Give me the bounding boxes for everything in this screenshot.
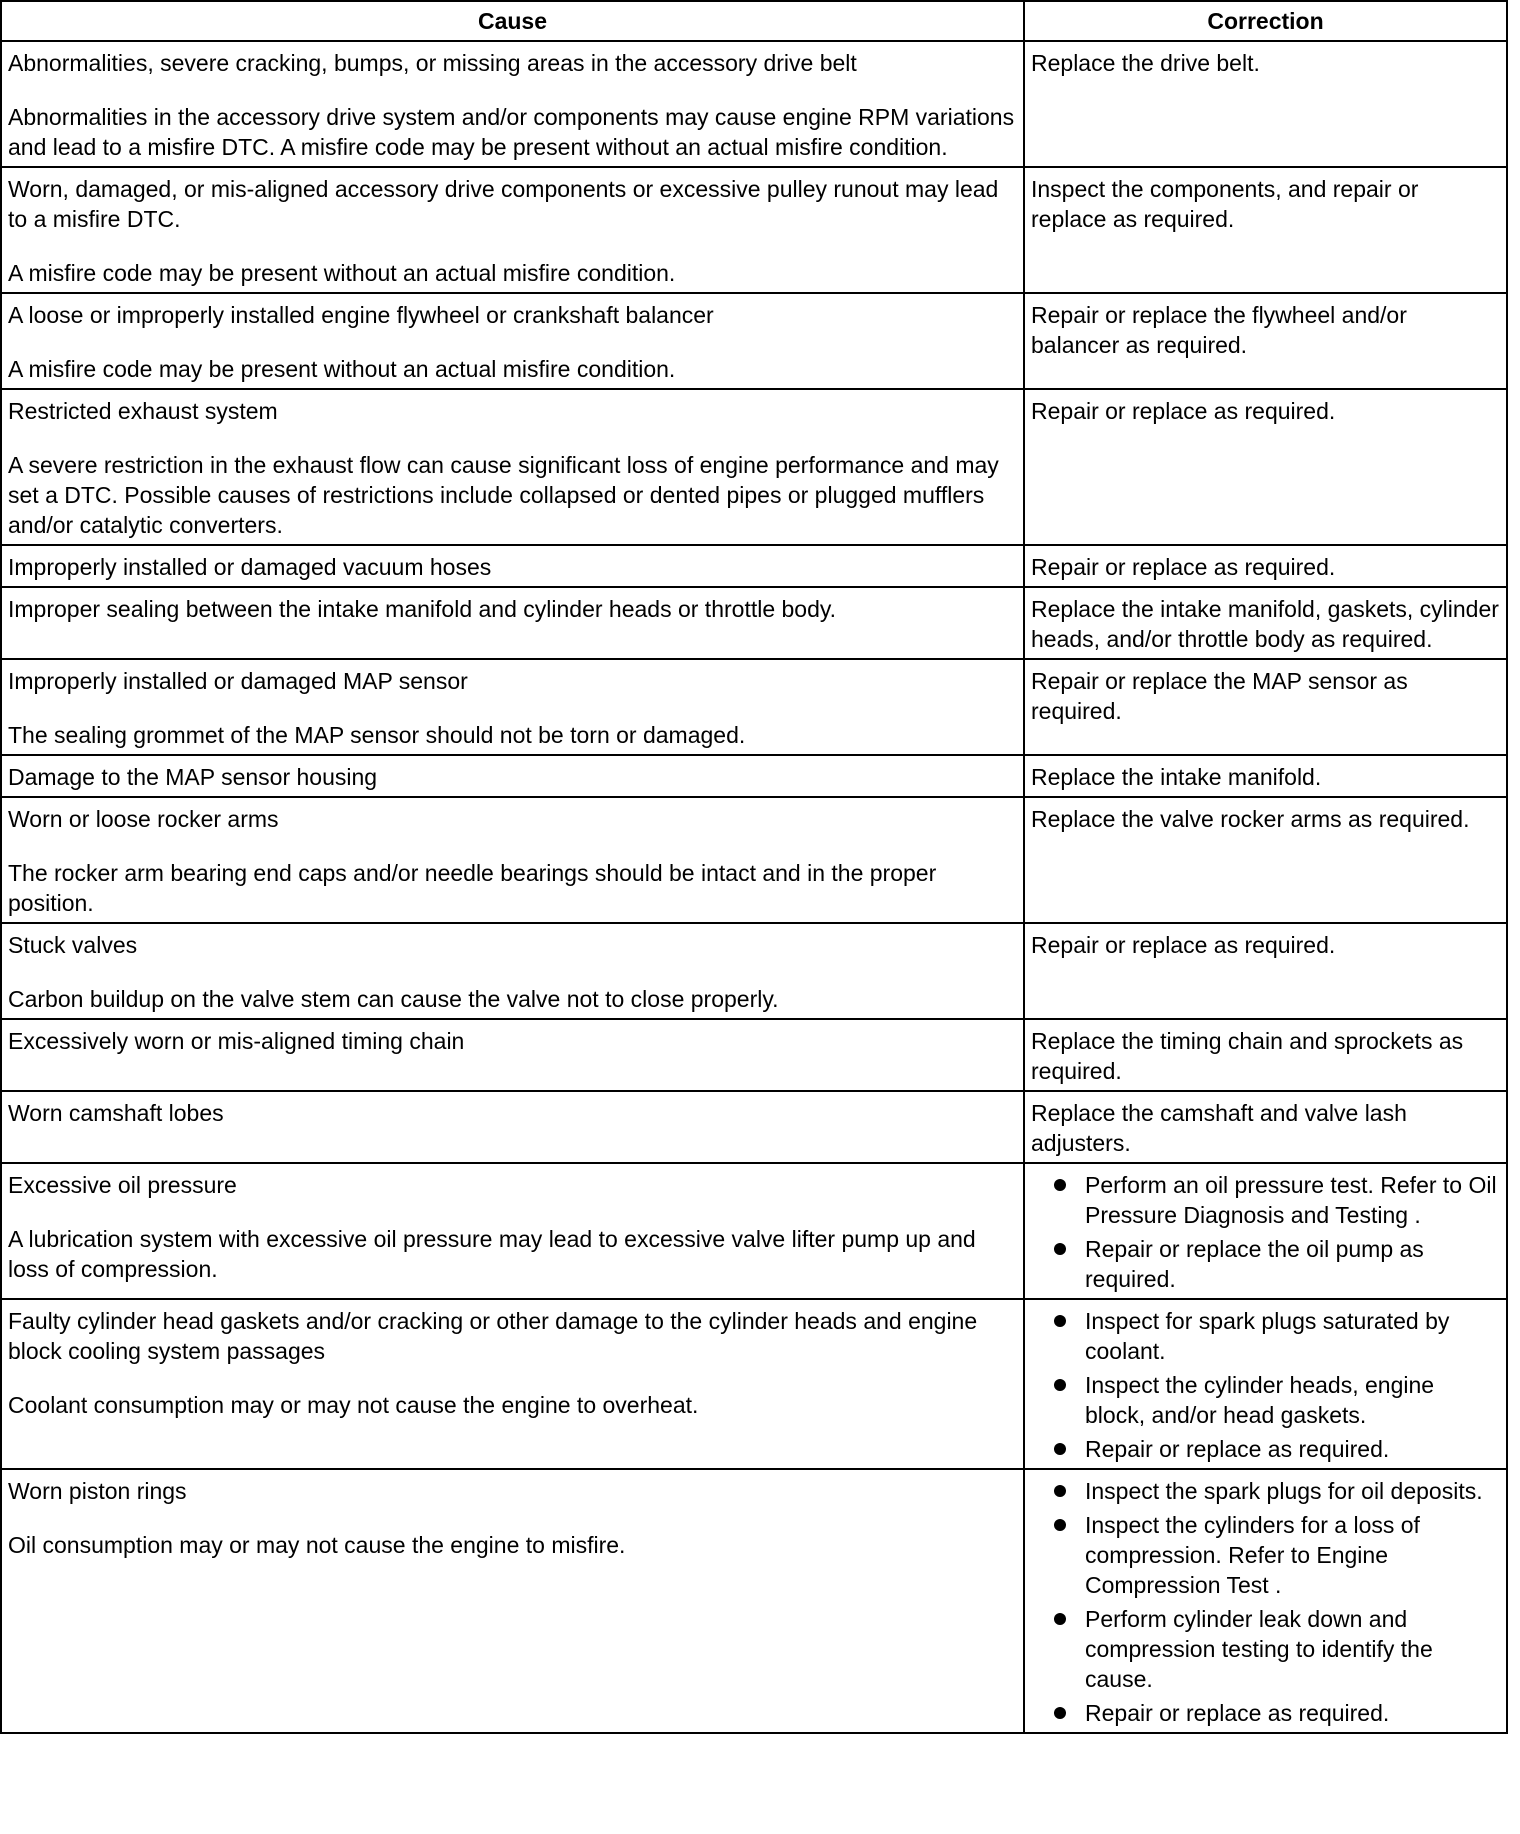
cause-note: The rocker arm bearing end caps and/or needle bearings should be intact and in the proper position.	[8, 860, 937, 916]
correction-text: Perform an oil pressure test. Refer to Oil Pressure Diagnosis and Testing .	[1085, 1172, 1497, 1228]
correction-cell	[1024, 755, 1507, 797]
cause-cell	[1, 755, 1024, 797]
correction-text: Repair or replace the flywheel and/or balancer as required.	[1031, 302, 1407, 358]
correction-list	[1031, 1476, 1500, 1728]
correction-cell	[1024, 1299, 1507, 1469]
bullet-icon	[1054, 1443, 1066, 1455]
correction-cell	[1024, 167, 1507, 293]
table-row	[1, 389, 1507, 545]
table-row	[1, 545, 1507, 587]
cause-note: A misfire code may be present without an actual misfire condition.	[8, 260, 676, 286]
table-row	[1, 1091, 1507, 1163]
correction-item	[1031, 1234, 1500, 1294]
correction-text: Repair or replace the oil pump as required.	[1085, 1236, 1424, 1292]
correction-item	[1031, 1434, 1500, 1464]
table-row	[1, 293, 1507, 389]
table-row	[1, 167, 1507, 293]
correction-text: Perform cylinder leak down and compression testing to identify the cause.	[1085, 1606, 1433, 1692]
correction-text: Replace the intake manifold.	[1031, 764, 1322, 790]
correction-cell	[1024, 293, 1507, 389]
cause-note: A severe restriction in the exhaust flow can cause significant loss of engine performance and may set a DTC. Possible causes of restrictions include collapsed or dented pipes or plugged mufflers and/or catalytic converters.	[8, 452, 999, 538]
cause-title: Improperly installed or damaged vacuum hoses	[8, 554, 492, 580]
cause-cell	[1, 167, 1024, 293]
correction-item	[1031, 1476, 1500, 1506]
cause-note: A lubrication system with excessive oil pressure may lead to excessive valve lifter pump up and loss of compression.	[8, 1226, 976, 1282]
bullet-icon	[1054, 1243, 1066, 1255]
cause-cell	[1, 1091, 1024, 1163]
correction-cell	[1024, 545, 1507, 587]
table-row	[1, 797, 1507, 923]
correction-text: Repair or replace as required.	[1031, 932, 1336, 958]
correction-text: Inspect the spark plugs for oil deposits.	[1085, 1478, 1483, 1504]
cause-cell	[1, 389, 1024, 545]
cause-cell	[1, 797, 1024, 923]
cause-note: Oil consumption may or may not cause the engine to misfire.	[8, 1532, 626, 1558]
table-row	[1, 755, 1507, 797]
header-cause: Cause	[1, 1, 1024, 41]
table-row	[1, 1299, 1507, 1469]
correction-text: Repair or replace as required.	[1085, 1436, 1390, 1462]
table-row	[1, 1163, 1507, 1299]
table-row	[1, 659, 1507, 755]
bullet-icon	[1054, 1707, 1066, 1719]
cause-title: Stuck valves	[8, 932, 138, 958]
cause-title: Improperly installed or damaged MAP sensor	[8, 668, 468, 694]
cause-cell	[1, 1469, 1024, 1733]
correction-text: Inspect the cylinders for a loss of compression. Refer to Engine Compression Test .	[1085, 1512, 1420, 1598]
cause-title: Excessive oil pressure	[8, 1172, 237, 1198]
cause-title: Restricted exhaust system	[8, 398, 278, 424]
correction-text: Repair or replace as required.	[1031, 398, 1336, 424]
cause-title: Worn or loose rocker arms	[8, 806, 279, 832]
correction-text: Inspect the cylinder heads, engine block, and/or head gaskets.	[1085, 1372, 1435, 1428]
correction-cell	[1024, 797, 1507, 923]
correction-cell	[1024, 1163, 1507, 1299]
cause-cell	[1, 923, 1024, 1019]
correction-item	[1031, 1370, 1500, 1430]
cause-cell	[1, 545, 1024, 587]
correction-cell	[1024, 1091, 1507, 1163]
cause-cell	[1, 587, 1024, 659]
correction-text: Replace the drive belt.	[1031, 50, 1260, 76]
bullet-icon	[1054, 1379, 1066, 1391]
correction-item	[1031, 1306, 1500, 1366]
cause-note: Coolant consumption may or may not cause the engine to overheat.	[8, 1392, 699, 1418]
table-row	[1, 923, 1507, 1019]
cause-cell	[1, 41, 1024, 167]
correction-cell	[1024, 1019, 1507, 1091]
table-header-row	[1, 1, 1507, 41]
correction-text: Repair or replace as required.	[1085, 1700, 1390, 1726]
correction-item	[1031, 1604, 1500, 1694]
bullet-icon	[1054, 1519, 1066, 1531]
correction-cell	[1024, 1469, 1507, 1733]
cause-note: A misfire code may be present without an actual misfire condition.	[8, 356, 676, 382]
cause-title: Damage to the MAP sensor housing	[8, 764, 378, 790]
correction-cell	[1024, 41, 1507, 167]
table-row	[1, 1019, 1507, 1091]
correction-text: Replace the valve rocker arms as required.	[1031, 806, 1470, 832]
cause-note: The sealing grommet of the MAP sensor should not be torn or damaged.	[8, 722, 746, 748]
correction-text: Inspect the components, and repair or replace as required.	[1031, 176, 1419, 232]
table-body	[1, 41, 1507, 1733]
cause-title: Faulty cylinder head gaskets and/or cracking or other damage to the cylinder heads and engine block cooling system passages	[8, 1308, 978, 1364]
correction-cell	[1024, 587, 1507, 659]
cause-cell	[1, 293, 1024, 389]
table-row	[1, 1469, 1507, 1733]
cause-cell	[1, 1163, 1024, 1299]
correction-text: Inspect for spark plugs saturated by coolant.	[1085, 1308, 1450, 1364]
cause-note: Carbon buildup on the valve stem can cause the valve not to close properly.	[8, 986, 779, 1012]
correction-cell	[1024, 923, 1507, 1019]
correction-cell	[1024, 659, 1507, 755]
correction-text: Repair or replace as required.	[1031, 554, 1336, 580]
cause-title: Excessively worn or mis-aligned timing chain	[8, 1028, 465, 1054]
cause-cell	[1, 659, 1024, 755]
cause-title: Abnormalities, severe cracking, bumps, or missing areas in the accessory drive belt	[8, 50, 857, 76]
correction-item	[1031, 1698, 1500, 1728]
table-row	[1, 41, 1507, 167]
cause-cell	[1, 1019, 1024, 1091]
bullet-icon	[1054, 1179, 1066, 1191]
bullet-icon	[1054, 1613, 1066, 1625]
correction-list	[1031, 1306, 1500, 1464]
cause-title: Worn, damaged, or mis-aligned accessory drive components or excessive pulley runout may lead to a misfire DTC.	[8, 176, 999, 232]
cause-title: Improper sealing between the intake manifold and cylinder heads or throttle body.	[8, 596, 837, 622]
correction-text: Replace the intake manifold, gaskets, cylinder heads, and/or throttle body as required.	[1031, 596, 1499, 652]
correction-cell	[1024, 389, 1507, 545]
cause-note: Abnormalities in the accessory drive system and/or components may cause engine RPM variations and lead to a misfire DTC. A misfire code may be present without an actual misfire condition.	[8, 104, 1015, 160]
header-correction: Correction	[1024, 1, 1507, 41]
correction-list	[1031, 1170, 1500, 1294]
correction-item	[1031, 1170, 1500, 1230]
table-row	[1, 587, 1507, 659]
bullet-icon	[1054, 1485, 1066, 1497]
cause-title: Worn camshaft lobes	[8, 1100, 224, 1126]
correction-text: Repair or replace the MAP sensor as required.	[1031, 668, 1408, 724]
bullet-icon	[1054, 1315, 1066, 1327]
correction-item	[1031, 1510, 1500, 1600]
correction-text: Replace the camshaft and valve lash adjusters.	[1031, 1100, 1407, 1156]
cause-cell	[1, 1299, 1024, 1469]
cause-title: A loose or improperly installed engine flywheel or crankshaft balancer	[8, 302, 714, 328]
correction-text: Replace the timing chain and sprockets as required.	[1031, 1028, 1464, 1084]
cause-title: Worn piston rings	[8, 1478, 187, 1504]
